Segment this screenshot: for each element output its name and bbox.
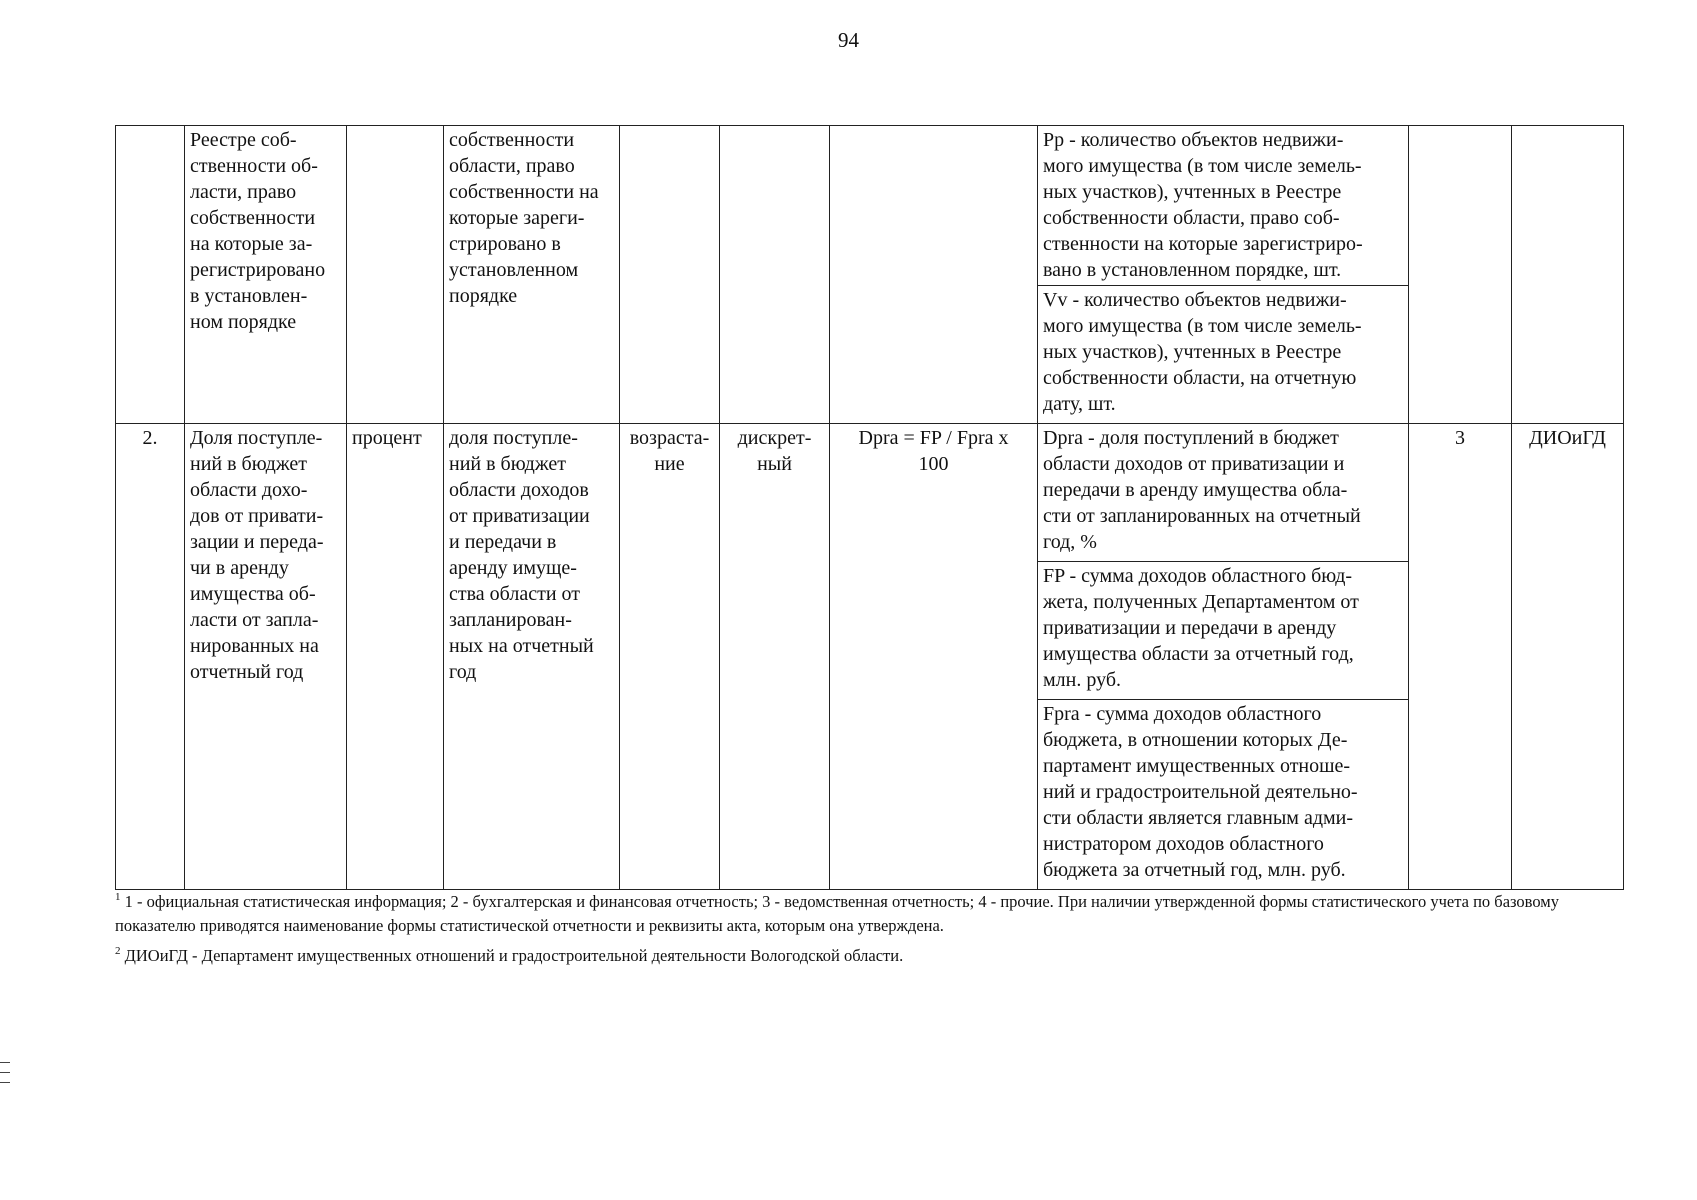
cell-formula: [830, 126, 1038, 424]
cell-variable: Pp - количество объектов недвижи- мого имущества (в том числе земель- ных участков), учтенных в Реестре собственности области, право соб- ственности на которые зарегистриро- вано в установленном порядке, шт.: [1038, 126, 1409, 286]
cell-variable: FP - сумма доходов областного бюд- жета, полученных Департаментом от приватизации и передачи в аренду имущества области за отчетный год, млн. руб.: [1038, 562, 1409, 700]
cell-type: [720, 126, 830, 424]
cell-definition: собственности области, право собственности на которые зареги- стрировано в установленном порядке: [444, 126, 620, 424]
cell-formula: Dpra = FP / Fpra x 100: [830, 424, 1038, 890]
footnotes: [115, 890, 1625, 968]
footnote-text: ДИОиГД - Департамент имущественных отношений и градостроительной деятельности Вологодской области.: [120, 946, 904, 965]
cell-responsible: ДИОиГД: [1512, 424, 1624, 890]
footnote-text: 1 - официальная статистическая информация; 2 - бухгалтерская и финансовая отчетность; 3 - ведомственная отчетность; 4 - прочие. При наличии утвержденной формы статистического учета по базовому показателю приводятся наименование формы статистической отчетности и реквизиты акта, которым она утверждена.: [115, 892, 1559, 935]
cell-unit: [347, 126, 444, 424]
cell-variable: Dpra - доля поступлений в бюджет области доходов от приватизации и передачи в аренду имущества обла- сти от запланированных на отчетный год, %: [1038, 424, 1409, 562]
cell-variable: Vv - количество объектов недвижи- мого имущества (в том числе земель- ных участков), учтенных в Реестре собственности области, на отчетную дату, шт.: [1038, 286, 1409, 424]
cell-variable: Fpra - сумма доходов областного бюджета, в отношении которых Де- партамент имущественных отноше- ний и градостроительной деятельно- сти области является главным адми- нистратором доходов областного бюджета за отчетный год, млн. руб.: [1038, 700, 1409, 890]
cell-indicator-name: Доля поступле- ний в бюджет области дохо- дов от привати- зации и переда- чи в аренду имущества об- ласти от запла- нированных на отчетный год: [185, 424, 347, 890]
footnote: [115, 944, 1625, 968]
indicators-table: [115, 125, 1624, 890]
page-number: 94: [838, 28, 859, 52]
footnote: [115, 890, 1625, 938]
table-row: [116, 424, 1624, 562]
cell-source: [1409, 126, 1512, 424]
cell-type: дискрет- ный: [720, 424, 830, 890]
cell-number: [116, 126, 185, 424]
table-row: [116, 126, 1624, 286]
cell-number: 2.: [116, 424, 185, 890]
footnote-mark: 2: [115, 945, 121, 957]
cell-unit: процент: [347, 424, 444, 890]
cell-source: 3: [1409, 424, 1512, 890]
scan-edge-marks: [0, 1062, 10, 1092]
cell-responsible: [1512, 126, 1624, 424]
cell-trend: [620, 126, 720, 424]
cell-indicator-name: Реестре соб- ственности об- ласти, право собственности на которые за- регистрировано в установлен- ном порядке: [185, 126, 347, 424]
cell-trend: возраста- ние: [620, 424, 720, 890]
cell-definition: доля поступле- ний в бюджет области доходов от приватизации и передачи в аренду имуще- ства области от запланирован- ных на отчетный год: [444, 424, 620, 890]
footnote-mark: 1: [115, 891, 121, 903]
